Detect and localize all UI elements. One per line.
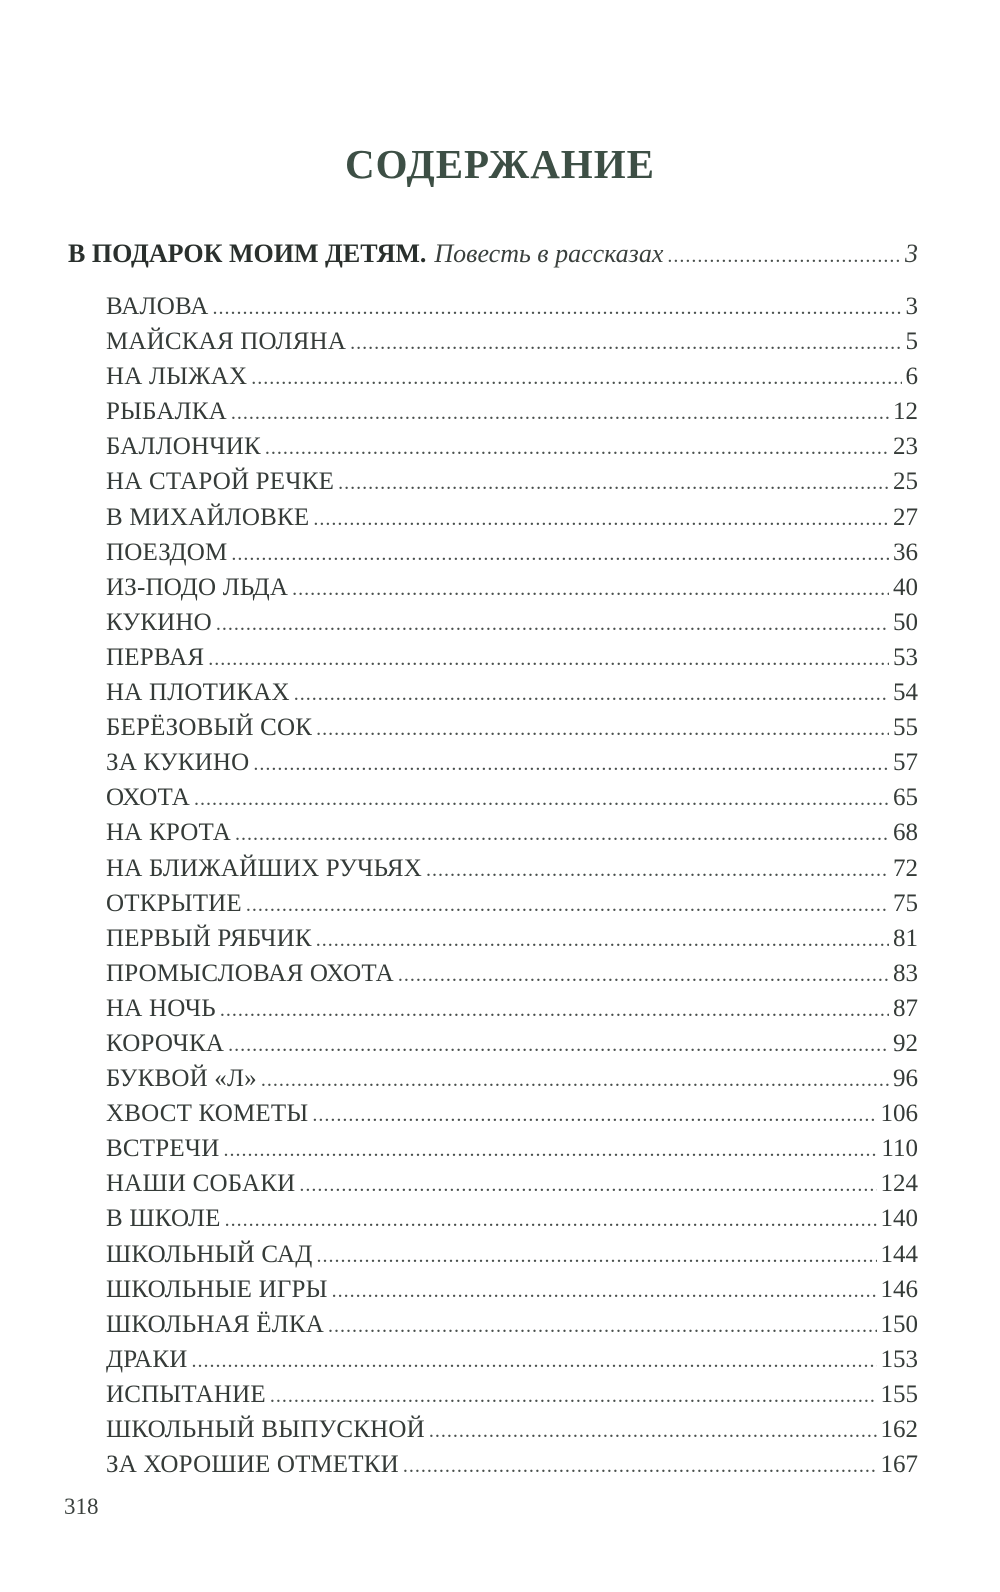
toc-entry-title: ВАЛОВА: [106, 293, 209, 320]
toc-entry: [106, 1026, 918, 1061]
toc-entry-title: В МИХАЙЛОВКЕ: [106, 503, 310, 531]
toc-entry-page: 150: [880, 1310, 918, 1338]
dot-leader: [220, 993, 889, 1028]
dot-leader: [265, 431, 889, 466]
toc-entry: [106, 1342, 918, 1377]
toc-entry-page: 92: [893, 1029, 918, 1057]
toc-entry-page: 23: [893, 433, 918, 461]
toc-entry-page: 36: [893, 538, 918, 566]
toc-entry: [106, 1307, 918, 1342]
toc-entry: [106, 675, 918, 710]
dot-leader: [213, 291, 902, 326]
toc-entry-page: 72: [893, 854, 918, 882]
toc-entry: [106, 745, 918, 780]
page-number: 318: [64, 1494, 99, 1519]
toc-entry-page: 27: [893, 503, 918, 531]
toc-entry-page: 3: [905, 293, 918, 320]
toc-entry: [106, 640, 918, 675]
toc-entry-page: 65: [893, 784, 918, 812]
toc-entry-title: НА СТАРОЙ РЕЧКЕ: [106, 468, 335, 496]
toc-entry: [106, 956, 918, 991]
toc-entry-page: 81: [893, 924, 918, 952]
toc-entry-page: 87: [893, 994, 918, 1022]
dot-leader: [316, 923, 889, 958]
toc-entry-page: 57: [893, 749, 918, 777]
dot-leader: [270, 1379, 877, 1414]
toc-entry-page: 96: [893, 1065, 918, 1093]
toc-entry-title: ШКОЛЬНЫЙ ВЫПУСКНОЙ: [106, 1416, 425, 1443]
toc-entry-title: БЕРЁЗОВЫЙ СОК: [106, 714, 313, 742]
toc-entry-title: МАЙСКАЯ ПОЛЯНА: [106, 328, 347, 356]
dot-leader: [328, 1309, 877, 1344]
dot-leader: [313, 502, 889, 537]
toc-entry-title: ПЕРВЫЙ РЯБЧИК: [106, 924, 312, 952]
dot-leader: [317, 1239, 877, 1274]
toc-entry: [106, 394, 918, 429]
toc-entry-page: 106: [880, 1100, 918, 1128]
toc-entry-page: 5: [905, 328, 918, 356]
toc-entry-title: НАШИ СОБАКИ: [106, 1170, 296, 1198]
toc-entry-page: 12: [893, 398, 918, 426]
toc-entry-page: 53: [893, 643, 918, 671]
toc-entry-title: НА БЛИЖАЙШИХ РУЧЬЯХ: [106, 854, 422, 882]
dot-leader: [299, 1168, 876, 1203]
page-title: СОДЕРЖАНИЕ: [345, 141, 655, 187]
dot-leader: [216, 607, 889, 642]
toc-entry: [106, 324, 918, 359]
toc-entry: [106, 570, 918, 605]
toc-entry: [106, 1131, 918, 1166]
toc-entry-page: 110: [881, 1135, 918, 1163]
dot-leader: [667, 236, 901, 276]
toc-entry-title: ИСПЫТАНИЕ: [106, 1380, 266, 1408]
toc-entry-title: ОТКРЫТИЕ: [106, 889, 242, 917]
toc-main-entry: [68, 234, 918, 274]
toc-entry: [106, 359, 918, 394]
toc-entry: [106, 1412, 918, 1447]
toc-entry-page: 50: [893, 608, 918, 636]
toc-entry-title: ПРОМЫСЛОВАЯ ОХОТА: [106, 959, 394, 987]
dot-leader: [224, 1133, 878, 1168]
dot-leader: [231, 537, 889, 572]
toc-entry-title: ШКОЛЬНЫЙ САД: [106, 1240, 313, 1268]
toc-entry-page: 162: [880, 1416, 918, 1443]
toc-entry-page: 68: [893, 819, 918, 847]
dot-leader: [251, 361, 901, 396]
toc-entry: [106, 535, 918, 570]
dot-leader: [208, 642, 889, 677]
toc-entry-title: НА ЛЫЖАХ: [106, 363, 248, 391]
toc-entry-page: 155: [880, 1380, 918, 1408]
dot-leader: [338, 466, 889, 501]
dot-leader: [235, 817, 889, 852]
dot-leader: [225, 1203, 877, 1238]
toc-entry: [106, 1061, 918, 1096]
dot-leader: [426, 853, 889, 888]
toc-entry-title: НА ПЛОТИКАХ: [106, 679, 290, 707]
toc-entry: [106, 921, 918, 956]
toc-entry-page: 54: [893, 679, 918, 707]
toc-entry-page: 6: [905, 363, 918, 391]
toc-entry: [106, 851, 918, 886]
toc-entry-title: ЗА КУКИНО: [106, 749, 250, 777]
dot-leader: [231, 396, 889, 431]
dot-leader: [316, 712, 889, 747]
toc-entry: [106, 815, 918, 850]
toc-entry-page: 140: [880, 1205, 918, 1233]
toc-entry-page: 75: [893, 889, 918, 917]
toc-entry-title: НА НОЧЬ: [106, 994, 216, 1022]
toc-entry-title: БАЛЛОНЧИК: [106, 433, 261, 461]
toc-entry-page: 55: [893, 714, 918, 742]
dot-leader: [398, 958, 889, 993]
toc-entry-page: 146: [880, 1275, 918, 1303]
toc-entry: [106, 1201, 918, 1236]
toc-list: [106, 289, 918, 1482]
toc-entry: [106, 886, 918, 921]
toc-entry-title: ДРАКИ: [106, 1345, 188, 1373]
toc-entry-page: 25: [893, 468, 918, 496]
toc-entry-title: В ШКОЛЕ: [106, 1205, 221, 1233]
toc-entry: [106, 429, 918, 464]
toc-entry-title: КОРОЧКА: [106, 1029, 225, 1057]
dot-leader: [292, 572, 889, 607]
toc-entry: [106, 710, 918, 745]
toc-entry: [106, 1377, 918, 1412]
toc-entry: [106, 464, 918, 499]
toc-main-subtitle: Повесть в рассказах: [434, 239, 664, 268]
toc-entry-title: ВСТРЕЧИ: [106, 1135, 220, 1163]
dot-leader: [246, 888, 889, 923]
dot-leader: [261, 1063, 889, 1098]
toc-entry-title: ЗА ХОРОШИЕ ОТМЕТКИ: [106, 1451, 399, 1479]
toc-entry-title: РЫБАЛКА: [106, 398, 227, 426]
toc-entry-page: 83: [893, 959, 918, 987]
toc-entry-page: 124: [880, 1170, 918, 1198]
toc-entry: [106, 1237, 918, 1272]
dot-leader: [350, 326, 901, 361]
toc-entry-title: ШКОЛЬНЫЕ ИГРЫ: [106, 1275, 328, 1303]
toc-entry: [106, 780, 918, 815]
toc-entry: [106, 1166, 918, 1201]
dot-leader: [312, 1098, 876, 1133]
toc-entry-title: ПОЕЗДОМ: [106, 538, 228, 566]
toc-entry-page: 40: [893, 573, 918, 601]
toc-entry-page: 153: [880, 1345, 918, 1373]
toc-entry-page: 167: [880, 1451, 918, 1479]
toc-entry-title: НА КРОТА: [106, 819, 231, 847]
toc-entry-title: БУКВОЙ «Л»: [106, 1065, 257, 1093]
toc-entry: [106, 289, 918, 324]
toc-entry: [106, 1272, 918, 1307]
toc-entry-title: ПЕРВАЯ: [106, 643, 205, 671]
toc-entry-title: ИЗ-ПОДО ЛЬДА: [106, 573, 289, 601]
dot-leader: [228, 1028, 889, 1063]
dot-leader: [332, 1274, 877, 1309]
toc-entry: [106, 500, 918, 535]
toc-entry: [106, 991, 918, 1026]
toc-main-page: 3: [905, 239, 918, 268]
dot-leader: [403, 1449, 877, 1484]
toc-entry: [106, 1447, 918, 1482]
toc-entry: [106, 1096, 918, 1131]
dot-leader: [192, 1344, 877, 1379]
toc-entry-title: ШКОЛЬНАЯ ЁЛКА: [106, 1310, 324, 1338]
dot-leader: [253, 747, 889, 782]
toc-main-title: В ПОДАРОК МОИМ ДЕТЯМ.: [68, 239, 427, 268]
toc-entry-title: ХВОСТ КОМЕТЫ: [106, 1100, 309, 1128]
toc-entry-title: ОХОТА: [106, 784, 191, 812]
dot-leader: [429, 1414, 877, 1449]
dot-leader: [194, 782, 889, 817]
toc-entry-title: КУКИНО: [106, 608, 212, 636]
dot-leader: [294, 677, 889, 712]
toc-entry: [106, 605, 918, 640]
toc-entry-page: 144: [880, 1240, 918, 1268]
